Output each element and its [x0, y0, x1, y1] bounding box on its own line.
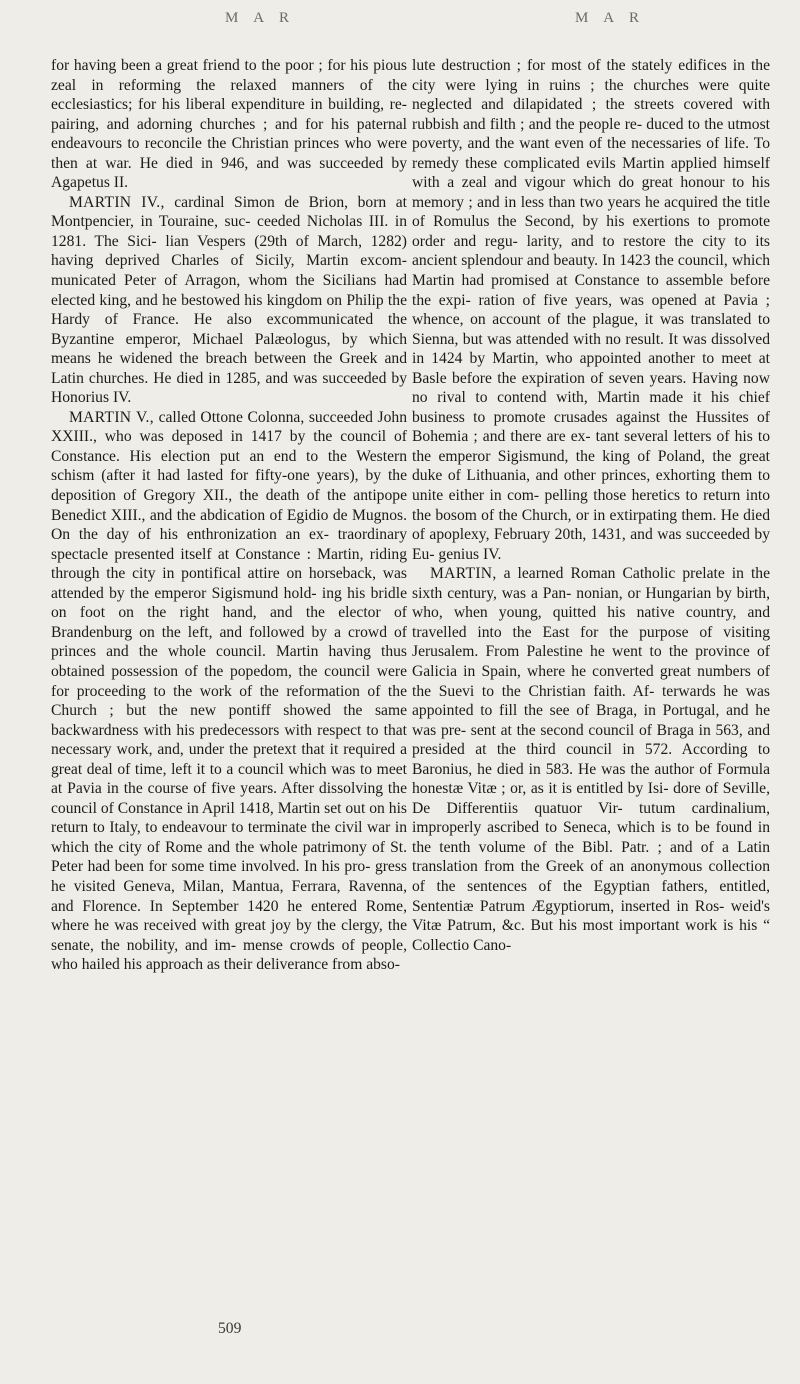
- running-head-right: M A R: [575, 10, 646, 26]
- entry-text: called Ottone Colonna, succeeded John XXIII., who was deposed in 1417 by the council of Constance. His election put an end to the Western schism (after it had lasted for fifty-one years), by the deposition of Gregory XII., the death of the antipope Benedict XIII., and the abdication of Egidio de Mugnos. On the day of his enthronization an ex- traordinary spectacle presented itself at Constance : Martin, riding through the city in pontifical attire on horseback, was attended by the emperor Sigismund hold- ing his bridle on foot on the right hand, and the elector of Brandenburg on the left, and followed by a crowd of princes and the whole council. Martin having thus obtained possession of the popedom, the council were for proceeding to the work of the reformation of the Church ; but the new pontiff showed the same backwardness with his predecessors with respect to that necessary work, and, under the pretext that it required a great deal of time, left it to a council which was to meet at Pavia in the course of five years. After dissolving the council of Constance in April 1418, Martin set out on his return to Italy, to endeavour to terminate the civil war in which the city of Rome and the whole patrimony of St. Peter had been for some time involved. In his pro- gress he visited Geneva, Milan, Mantua, Ferrara, Ravenna, and Florence. In September 1420 he entered Rome, where he was received with great joy by the clergy, the senate, the nobility, and im- mense crowds of people, who hailed his approach as their deliverance from abso-: [51, 408, 407, 974]
- running-head-left: M A R: [225, 10, 296, 26]
- entry-heading: MARTIN V.,: [69, 408, 154, 426]
- entry-martin-iv: [51, 193, 407, 408]
- entry-heading: MARTIN IV.,: [69, 193, 165, 211]
- entry-text: cardinal Simon de Brion, born at Montpencier, in Touraine, suc- ceeded Nicholas III. in 1281. The Sici- lian Vespers (29th of March, 1282) having deprived Charles of Sicily, Martin excom- municated Peter of Arragon, whom the Sicilians had elected king, and he bestowed his kingdom on Philip the Hardy of France. He also excommunicated the Byzantine emperor, Michael Palæologus, by which means he widened the breach between the Greek and Latin churches. He died in 1285, and was succeeded by Honorius IV.: [51, 193, 407, 407]
- continued-paragraph: lute destruction ; for most of the stately edifices in the city were lying in ruins ; the churches were quite neglected and dilapidated ; the streets covered with rubbish and filth ; and the people re- duced to the utmost poverty, and the want even of the necessaries of life. To remedy these complicated evils Martin applied himself with a zeal and vigour which do great honour to his memory ; and in less than two years he acquired the title of Romulus the Second, by his exertions to promote order and regu- larity, and to restore the city to its ancient splendour and beauty. In 1423 the council, which Martin had promised at Constance to assemble before the expi- ration of five years, was opened at Pavia ; whence, on account of the plague, it was translated to Sienna, but was attended with no result. It was dissolved in 1424 by Martin, who appointed another to meet at Basle before the expiration of seven years. Having now no rival to contend with, Martin made it his chief business to promote crusades against the Hussites of Bohemia ; and there are ex- tant several letters of his to the emperor Sigismund, the king of Poland, the great duke of Lithuania, and other princes, exhorting them to unite either in com- pelling those heretics to return into the bosom of the Church, or in extirpating them. He died of apoplexy, February 20th, 1431, and was succeeded by Eu- genius IV.: [412, 57, 770, 563]
- entry-martin: [412, 564, 770, 955]
- entry-text: a learned Roman Catholic prelate in the sixth century, was a Pan- nonian, or Hungarian by birth, who, when young, quitted his native country, and travelled into the East for the purpose of visiting Jerusalem. From Palestine he went to the province of Galicia in Spain, where he converted great numbers of the Suevi to the Christian faith. Af- terwards he was appointed to fill the see of Braga, in Portugal, and he was pre- sent at the second council of Braga in 563, and presided at the third council in 572. According to Baronius, he died in 583. He was the author of Formula honestæ Vitæ ; or, as it is entitled by Isi- dore of Seville, De Differentiis quatuor Vir- tutum cardinalium, improperly ascribed to Seneca, which is to be found in the tenth volume of the Bibl. Patr. ; and of a Latin translation from the Greek of an anonymous collection of the sentences of the Egyptian fathers, entitled, Sententiæ Patrum Ægyptiorum, inserted in Ros- weid's Vitæ Patrum, &c. But his most important work is his “ Collectio Cano-: [412, 565, 770, 954]
- page-number: 509: [218, 1320, 242, 1337]
- entry-martin-v: [51, 408, 407, 975]
- entry-heading: MARTIN,: [430, 565, 497, 583]
- continued-paragraph: for having been a great friend to the poor ; for his pious zeal in reforming the relaxed manners of the ecclesiastics; for his liberal expenditure in building, re- pairing, and adorning churches ; and for his paternal endeavours to reconcile the Christian princes who were then at war. He died in 946, and was succeeded by Agapetus II.: [51, 57, 407, 192]
- left-column: [51, 56, 407, 975]
- right-column: [412, 56, 770, 955]
